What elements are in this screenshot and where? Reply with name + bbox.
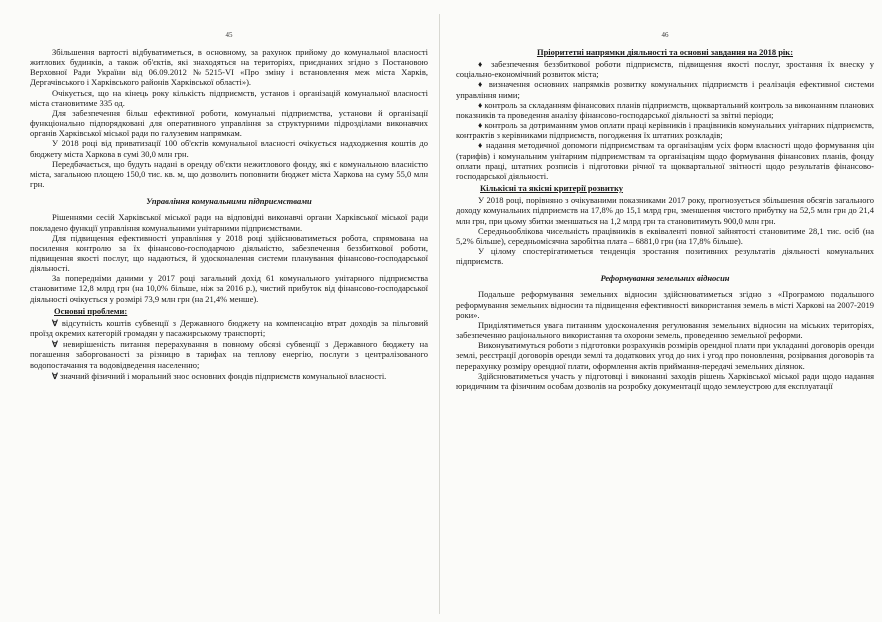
section-title: Управління комунальними підприємствами — [146, 196, 312, 207]
paragraph: Передбачається, що будуть надані в оренду об'єкти нежитлового фонду, які є комунальною власністю міста, загальною площею 150,0 тис. кв. м, що дозволить поповнити бюджет міста Харкова на суму 55,0 млн грн. — [30, 158, 428, 190]
priority-item — [456, 59, 874, 79]
problem-item — [30, 371, 428, 381]
paragraph: Здійснюватиметься участь у підготовці і виконанні заходів рішень Харківської міської ради щодо надання юридичним та фізичним особам дозволів на розробку документації щодо землеустрою для експлуатації — [456, 370, 874, 391]
problem-text: невирішеність питання перерахування в повному обсязі субвенції з Державного бюджету на погашення заборгованості за різницю в тарифах на теплову енергію, послуги з централізованого водопостачання та водовідведення населенню; — [30, 339, 428, 370]
diamond-bullet-icon: ♦ — [478, 59, 486, 70]
priority-text: надання методичної допомоги підприємствам та організаціям усіх форм власності щодо формування цін (тарифів) і комунальним унітарним підприємствам та організаціям щодо формування фінансових планів, фонду оплати праці, штатних розписів і підготовки річної та щоквартальної звітності щодо результатів фінансово-господарської діяльності. — [456, 140, 874, 181]
check-bullet-icon: ∀ — [52, 339, 58, 350]
page-number: 46 — [661, 31, 669, 39]
priority-text: визначення основних напрямків розвитку комунальних підприємств і реалізація ефективної системи управління ними; — [456, 79, 874, 100]
check-bullet-icon: ∀ — [52, 317, 58, 328]
priority-item — [456, 79, 874, 99]
paragraph: Рішеннями сесій Харківської міської ради на відповідні виконавчі органи Харківської міської ради покладено функції управління комунальними унітарними підприємствами. — [30, 212, 428, 233]
paragraph: У цілому спостерігатиметься тенденція зростання позитивних результатів діяльності комунальних підприємств. — [456, 245, 874, 267]
criteria-heading: Кількісні та якісні критерії розвитку — [480, 183, 624, 194]
priority-item — [456, 140, 874, 181]
priority-item — [456, 120, 874, 140]
problem-text: відсутність коштів субвенції з Державного бюджету на компенсацію втрат доходів за пільговий проїзд окремих категорій громадян у пасажирському транспорті; — [30, 317, 428, 339]
diamond-bullet-icon: ♦ — [478, 99, 483, 110]
paragraph: Подальше реформування земельних відносин здійснюватиметься згідно з «Програмою подальшого реформування земельних відносин та підвищення ефективності використання земель в місті Харкові на 2007-2019 роки». — [456, 289, 874, 320]
problem-item — [30, 339, 428, 369]
page-45 — [30, 0, 428, 622]
paragraph: Для підвищення ефективності управління у 2018 році здійснюватиметься робота, спрямована на посилення контролю за їх фінансово-господарчою діяльністю, забезпечення беззбиткової роботи, підвищення якості послуг, що надаються, й удосконалення системи планування фінансово-господарської діяльності. — [30, 232, 428, 274]
priority-text: забезпечення беззбиткової роботи підприємств, підвищення якості послуг, зростання їх внеску у соціально-економічний розвиток міста; — [456, 59, 874, 80]
paragraph: Приділятиметься увага питанням удосконалення регулювання земельних відносин на міських територіях, забезпеченню раціонального використання та охорони земель, проведенню земельної реформи. — [456, 319, 874, 341]
paragraph: У 2018 році, порівняно з очікуваними показниками 2017 року, прогнозується збільшення обсягів загального доходу комунальних підприємств на 17,8% до 15,1 млрд грн, зменшення чистого прибутку на 52,5 млн грн до 21,4 млн грн, при цьому збитки зменшаться на 1,2 млрд грн та становитимуть 900,0 млн грн. — [456, 195, 874, 226]
priority-item — [456, 100, 874, 120]
problems-heading: Основні проблеми: — [54, 305, 128, 316]
diamond-bullet-icon: ♦ — [478, 120, 483, 131]
diamond-bullet-icon: ♦ — [478, 140, 484, 151]
diamond-bullet-icon: ♦ — [478, 79, 485, 90]
priorities-heading: Пріоритетні напрямки діяльності та основні завдання на 2018 рік: — [536, 47, 794, 57]
paragraph: Виконуватимуться роботи з підготовки розрахунків розмірів орендної плати при укладанні договорів оренди землі, реєстрації договорів оренди землі та додаткових угод до них і угод про поновлення, розірвання договорів та перерахунку розміру орендної плати, оформлення актів приймання-передачі земельних ділянок. — [456, 340, 874, 371]
page-number: 45 — [225, 31, 233, 39]
check-bullet-icon: ∀ — [52, 370, 58, 381]
paragraph: У 2018 році від приватизації 100 об'єктів комунальної власності очікується надходження коштів до бюджету міста Харкова в сумі 30,0 млн грн. — [30, 138, 428, 159]
paragraph: За попередніми даними у 2017 році загальний дохід 61 комунального унітарного підприємства становитиме 12,8 млрд грн (на 10,0% більше, ніж за 2016 р.), чистий прибуток від фінансово-господарської діяльності очікується у розмірі 73,9 млн грн (на 21,4% менше). — [30, 273, 428, 304]
paragraph: Для забезпечення більш ефективної роботи, комунальні підприємства, установи й організації функціонально підпорядковані для оперативного управління за структурними підрозділами виконавчих органів Харківської міської ради по галузевим напрямкам. — [30, 107, 428, 139]
paragraph: Середньооблікова чисельність працівників в еквіваленті повної зайнятості становитиме 28,1 тис. осіб (на 5,2% більше), середньомісячна заробітна плата – 6881,0 грн (на 17,8% більше). — [456, 225, 874, 246]
section-title: Реформування земельних відносин — [600, 273, 730, 284]
paragraph: Збільшення вартості відбуватиметься, в основному, за рахунок прийому до комунальної власності житлових будинків, а також об'єктів, які знаходяться на територіях, приєднаних згідно з Постановою Верховної Ради України від 06.09.2012 №5215-VI «Про зміну і встановлення меж міста Харків, Дергачівського і Харківського районів Харківської області»). — [30, 47, 428, 88]
page-gutter — [439, 14, 440, 614]
problem-item — [30, 318, 428, 338]
priority-text: контроль за складанням фінансових планів підприємств, щоквартальний контроль за виконанням планових показників та проведення аналізу фінансово-господарської діяльності за звітні періоди; — [456, 99, 874, 120]
paragraph: Очікується, що на кінець року кількість підприємств, установ і організацій комунальної власності міста становитиме 335 од. — [30, 87, 428, 108]
priority-text: контроль за дотриманням умов оплати праці керівників і працівників комунальних унітарних підприємств, контрактів з керівниками підприємств, погодження їх штатних розкладів; — [456, 120, 874, 141]
page-46 — [456, 0, 874, 622]
problem-text: значний фізичний і моральний знос основних фондів підприємств комунальної власності. — [59, 370, 387, 381]
